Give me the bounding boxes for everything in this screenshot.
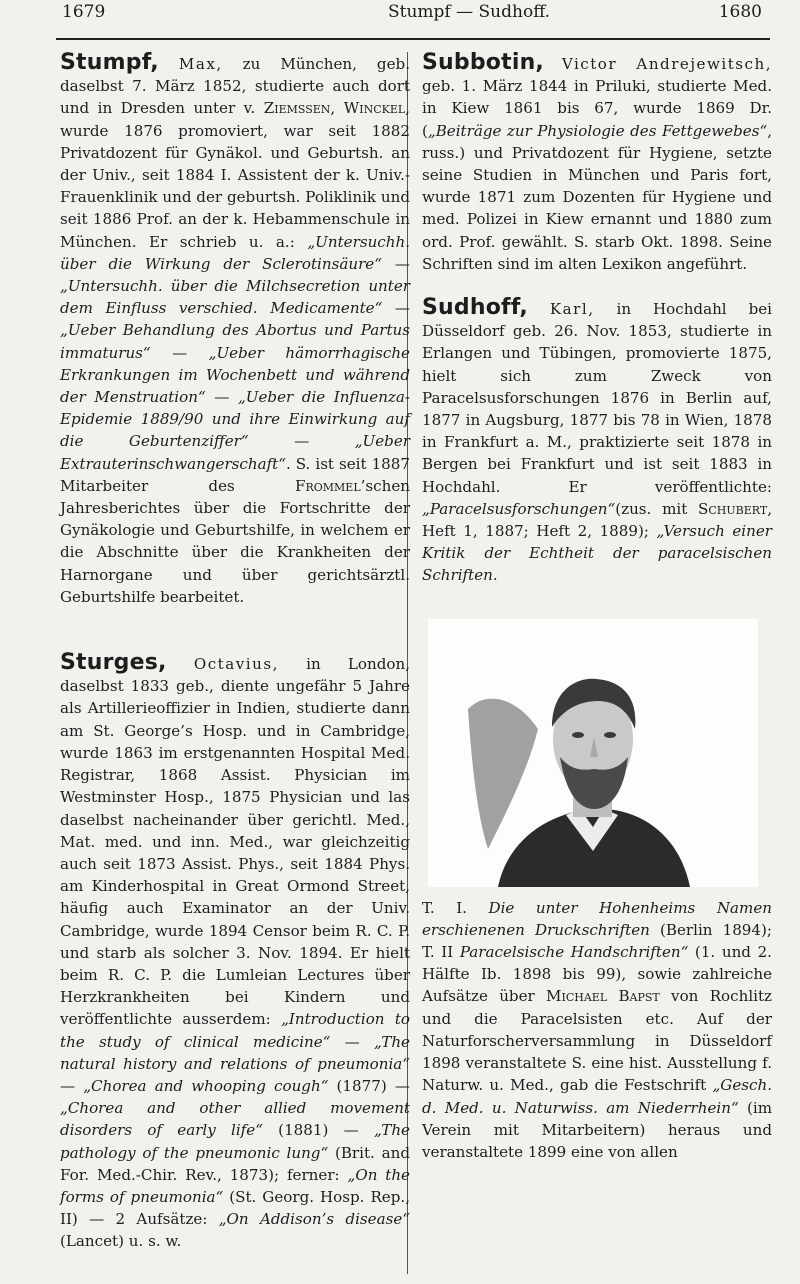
cited-name: Michael Bapst bbox=[546, 987, 660, 1006]
entry-sturges-text: Sturges, Octavius, in London, daselbst 1833 geb., diente ungefähr 5 Jahre als Artillerieoffizier in Indien, studierte dann am St. George’s Hosp. und in Cambridge, wurde 1863 im erstgenannten Hospital Med. Registrar, 1868 Assist. Physician im Westminster Hosp., 1875 Physician und las daselbst nacheinander über gerichtl. Med., Mat. med. und inn. Med., war gleichzeitig auch seit 1873 Assist. Phys., seit 1884 Phys. am Kinderhospital in Great Ormond Street, häufig auch Examinator an der Univ. Cambridge, wurde 1894 Censor beim R. C. P. und starb als solcher 3. Nov. 1894. Er hielt beim R. C. P. die Lumleian Lectures über Herzkrankheiten bei Kindern und veröffentlichte ausserdem: „Introduction to the study of clinical medicine“ — „The natural history and relations of pneumonia“ — „Chorea and whooping cough“ (1877) — „Chorea and other allied movement disorders of early life“ (1881) — „The pathology of the pneumonic lung“ (Brit. and For. Med.-Chir. Rev., 1873); ferner: „On the forms of pneumonia“ (St. Georg. Hosp. Rep., II) — 2 Aufsätze: „On Addison’s disease“ (Lancet) u. s. w. bbox=[60, 650, 411, 1251]
cited-name: Ziemssen bbox=[263, 99, 331, 118]
forename: Octavius, bbox=[193, 655, 279, 674]
entry-stumpf bbox=[60, 52, 410, 608]
cited-name: Frommel bbox=[294, 476, 361, 495]
work-title: „Ueber die Influenza-Epidemie 1889/90 und ihre Einwirkung auf die Geburtenziffer“ bbox=[60, 388, 410, 451]
page-number-left: 1679 bbox=[62, 2, 106, 22]
forename: Max, bbox=[178, 55, 223, 73]
running-title: Stumpf — Sudhoff. bbox=[388, 2, 551, 22]
work-title: „Versuch einer Kritik der Echtheit der paracelsischen Schriften. bbox=[422, 522, 772, 585]
page-header bbox=[62, 0, 772, 42]
entry-sturges bbox=[60, 652, 410, 1252]
cited-name: Schubert bbox=[698, 499, 768, 518]
work-title: „Beiträge zur Physiologie des Fettgewebes“ bbox=[427, 121, 768, 140]
entry-sudhoff bbox=[422, 297, 772, 1163]
left-column bbox=[60, 52, 410, 1275]
portrait-image bbox=[428, 619, 758, 887]
entry-subbotin bbox=[422, 52, 772, 275]
work-title: „On Addison’s disease“ bbox=[218, 1210, 410, 1229]
header-rule bbox=[56, 38, 770, 40]
work-title: Die unter Hohenheims Namen erschienenen Druckschriften bbox=[422, 898, 772, 939]
work-title: „Ueber hämorrhagische Erkrankungen im Wochenbett und während der Menstruation“ bbox=[60, 343, 410, 407]
entry-subbotin-text: Subbotin, Victor Andrejewitsch, geb. 1. März 1844 in Priluki, studierte Med. in Kiew 1861 bis 67, wurde 1869 Dr. („Beiträge zur Physiologie des Fettgewebes“, russ.) und Privatdozent für Hygiene, setzte seine Studien in München und Paris fort, wurde 1871 zum Dozenten für Hygiene und med. Polizei in Kiew ernannt und 1880 zum ord. Prof. gewählt. S. starb Okt. 1898. Seine Schriften sind im alten Lexikon angeführt. bbox=[422, 50, 772, 273]
headword: Sudhoff, bbox=[422, 295, 528, 321]
work-title: „Gesch. d. Med. u. Naturwiss. am Niederrhein“ bbox=[422, 1076, 772, 1117]
work-title: „Chorea and whooping cough“ bbox=[83, 1076, 329, 1095]
cited-name: Winckel bbox=[343, 99, 406, 118]
forename: Victor Andrejewitsch, bbox=[561, 55, 772, 73]
work-title: Paracelsische Handschriften“ bbox=[459, 943, 689, 962]
work-title: „The pathology of the pneumonic lung“ bbox=[60, 1121, 410, 1162]
work-title: „Untersuchh. über die Milchsecretion unter dem Einfluss verschied. Medicamente“ bbox=[60, 277, 410, 318]
entry-stumpf-text: Stumpf, Max, zu München, geb. daselbst 7. März 1852, studierte auch dort und in Dresden unter v. Ziemssen, Winckel, wurde 1876 promoviert, war seit 1882 Privatdozent für Gynäkol. und Geburtsh. an der Univ., seit 1884 I. Assistent der k. Univ.-Frauenklinik und der geburtsh. Poliklinik und seit 1886 Prof. an der k. Hebammenschule in München. Er schrieb u. a.: „Untersuchh. über die Wirkung der Sclerotinsäure“ — „Untersuchh. über die Milchsecretion unter dem Einfluss verschied. Medicamente“ — „Ueber Behandlung des Abortus und Partus immaturus“ — „Ueber hämorrhagische Erkrankungen im Wochenbett und während der Menstruation“ — „Ueber die Influenza-Epidemie 1889/90 und ihre Einwirkung auf die Geburtenziffer“ — „Ueber Extrauterinschwangerschaft“. S. ist seit 1887 Mitarbeiter des Frommel’schen Jahresberichtes über die Fortschritte der Gynäkologie und Geburtshilfe, in welchem er die Abschnitte über die Krankheiten der Harnorgane und über gerichtsärztl. Geburtshilfe bearbeitet. bbox=[60, 50, 410, 606]
work-title: „Introduction to the study of clinical medicine“ bbox=[60, 1010, 411, 1051]
work-title: „Paracelsusforschungen“ bbox=[422, 499, 616, 518]
work-title: „Ueber Extrauterinschwangerschaft“ bbox=[60, 432, 410, 473]
forename: Karl, bbox=[549, 300, 595, 319]
sudhoff-portrait bbox=[428, 619, 758, 887]
headword: Sturges, bbox=[60, 650, 167, 676]
work-title: „The natural history and relations of pneumonia“ bbox=[60, 1032, 410, 1073]
work-title: „Ueber Behandlung des Abortus und Partus immaturus“ bbox=[60, 321, 410, 362]
right-column bbox=[422, 52, 772, 1163]
work-title: „On the forms of pneumonia“ bbox=[60, 1165, 410, 1206]
work-title: „Chorea and other allied movement disorders of early life“ bbox=[60, 1099, 410, 1140]
page-number-right: 1680 bbox=[718, 2, 762, 22]
headword: Stumpf, bbox=[60, 50, 159, 75]
entry-sudhoff-text-continued: T. I. Die unter Hohenheims Namen erschienenen Druckschriften (Berlin 1894); T. II Paracelsische Handschriften“ (1. und 2. Hälfte Ib. 1898 bis 99), sowie zahlreiche Aufsätze über Michael Bapst von Rochlitz und die Paracelsisten etc. Auf der Naturforscherversammlung in Düsseldorf 1898 veranstaltete S. eine hist. Ausstellung f. Naturw. u. Med., gab die Festschrift „Gesch. d. Med. u. Naturwiss. am Niederrhein“ (im Verein mit Mitarbeitern) heraus und veranstaltete 1899 eine von allen bbox=[422, 898, 773, 1161]
work-title: „Untersuchh. über die Wirkung der Sclerotinsäure“ bbox=[60, 232, 410, 273]
headword: Subbotin, bbox=[422, 50, 544, 75]
entry-sudhoff-text: Sudhoff, Karl, in Hochdahl bei Düsseldorf geb. 26. Nov. 1853, studierte in Erlangen und Tübingen, promovierte 1875, hielt sich zum Zweck von Paracelsusforschungen 1876 in Berlin auf, 1877 in Augsburg, 1877 bis 78 in Wien, 1878 in Frankfurt a. M., praktizierte seit 1878 in Bergen bei Frankfurt und ist seit 1883 in Hochdahl. Er veröffentlichte: „Paracelsusforschungen“(zus. mit Schubert, Heft 1, 1887; Heft 2, 1889); „Versuch einer Kritik der Echtheit der paracelsischen Schriften. bbox=[422, 295, 772, 585]
